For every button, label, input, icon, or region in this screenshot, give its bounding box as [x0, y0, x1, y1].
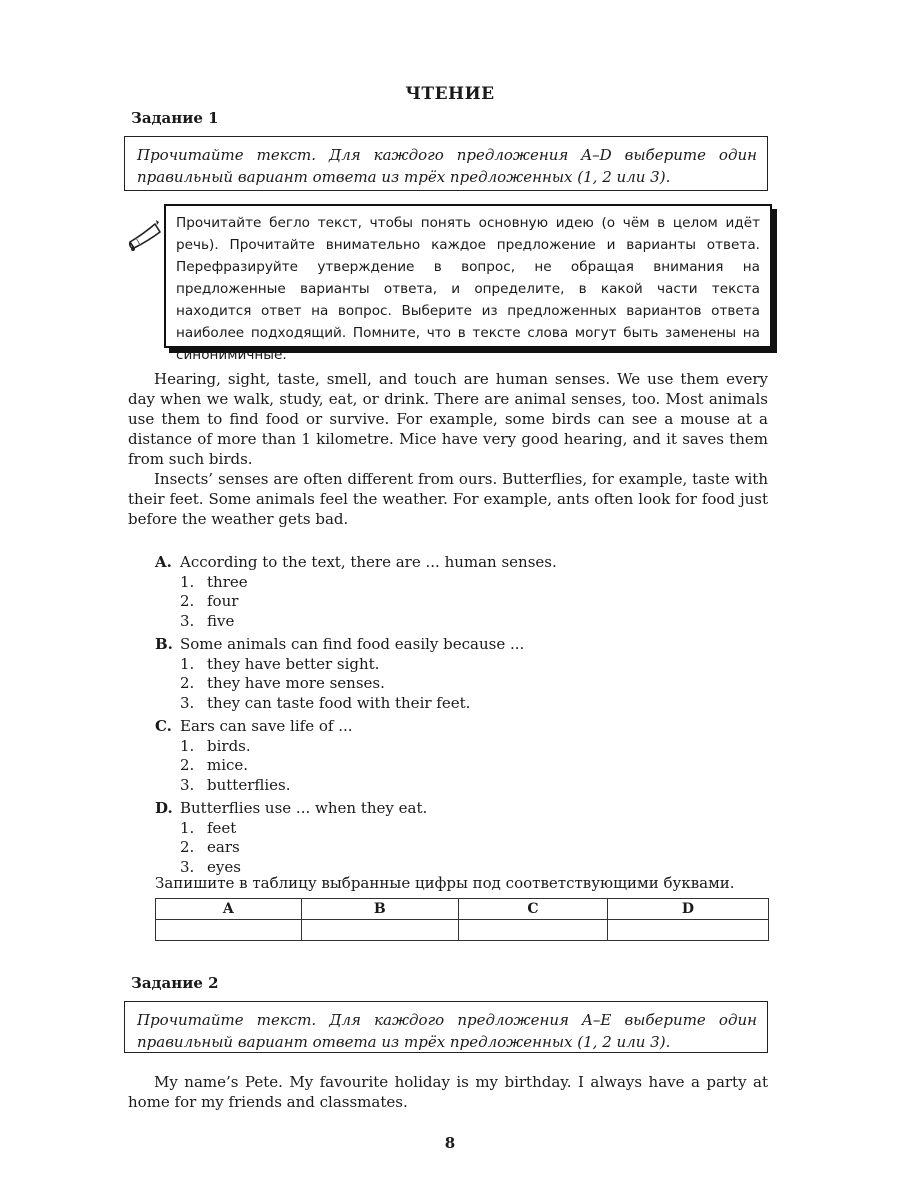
- answer-cell-b[interactable]: [301, 920, 458, 941]
- task2-instruction-box: [124, 1001, 768, 1053]
- question-stem: Butterflies use ... when they eat.: [180, 799, 428, 817]
- answer-table-header: B: [301, 899, 458, 920]
- answer-option: 2. they have more senses.: [180, 674, 385, 692]
- question-letter: A.: [155, 553, 172, 571]
- question-a: [155, 553, 775, 631]
- answer-table-header: A: [156, 899, 302, 920]
- answer-option: 1. they have better sight.: [180, 654, 380, 673]
- task2-reading-text: [128, 1072, 768, 1112]
- bell-icon: [126, 216, 166, 256]
- question-letter: B.: [155, 635, 173, 653]
- task2-label: Задание 2: [131, 974, 219, 992]
- answer-cell-c[interactable]: [458, 920, 607, 941]
- question-stem: According to the text, there are ... human senses.: [180, 553, 557, 571]
- answer-table: [155, 898, 769, 941]
- section-title: ЧТЕНИЕ: [405, 84, 495, 104]
- reading-text: [128, 369, 768, 529]
- question-stem: Ears can save life of ...: [180, 717, 353, 735]
- table-instruction: Запишите в таблицу выбранные цифры под соответствующими буквами.: [155, 874, 735, 892]
- answer-option: 1. three: [180, 572, 248, 591]
- answer-table-header: C: [458, 899, 607, 920]
- reading-paragraph-2: Insects’ senses are often different from ours. Butterflies, for example, taste with their feet. Some animals feel the weather. For example, ants often look for food just before the weather gets bad.: [128, 470, 768, 528]
- task1-instruction-text: Прочитайте текст. Для каждого предложения A–D выберите один правильный вариант ответа из трёх предложенных (1, 2 или 3).: [137, 146, 757, 186]
- question-c: [155, 717, 775, 795]
- answer-cell-a[interactable]: [156, 920, 302, 941]
- question-d: [155, 799, 775, 877]
- answer-option: 1. feet: [180, 818, 237, 837]
- question-letter: D.: [155, 799, 173, 817]
- answer-option: 3. eyes: [180, 857, 241, 876]
- answer-cell-d[interactable]: [607, 920, 768, 941]
- answer-option: 3. five: [180, 611, 235, 630]
- task2-instruction-text: Прочитайте текст. Для каждого предложения A–E выберите один правильный вариант ответа из трёх предложенных (1, 2 или 3).: [137, 1011, 757, 1051]
- tip-block: [126, 204, 780, 363]
- question-b: [155, 635, 775, 713]
- task1-label: Задание 1: [131, 109, 219, 127]
- answer-option: 2. ears: [180, 838, 240, 856]
- answer-table-header: D: [607, 899, 768, 920]
- question-stem: Some animals can find food easily because ...: [180, 635, 525, 653]
- task1-instruction-box: [124, 136, 768, 191]
- answer-option: 3. butterflies.: [180, 775, 291, 794]
- tip-box: [164, 204, 772, 363]
- question-list: [155, 553, 775, 881]
- task2-paragraph: My name’s Pete. My favourite holiday is my birthday. I always have a party at home for my friends and classmates.: [128, 1073, 768, 1111]
- page-number: 8: [444, 1134, 456, 1152]
- reading-paragraph-1: Hearing, sight, taste, smell, and touch are human senses. We use them every day when we walk, study, eat, or drink. There are animal senses, too. Most animals use them to find food or survive. For example, some birds can see a mouse at a distance of more than 1 kilometre. Mice have very good hearing, and it saves them from such birds.: [128, 370, 768, 468]
- answer-option: 1. birds.: [180, 736, 251, 755]
- answer-option: 2. four: [180, 592, 239, 610]
- tip-text: Прочитайте бегло текст, чтобы понять основную идею (о чём в целом идёт речь). Прочитайте внимательно каждое предложение и варианты ответа. Перефразируйте утверждение в вопрос, не обращая внимания на предложенные варианты ответа, и определите, в какой части текста находится ответ на вопрос. Выберите из предложенных вариантов ответа наиболее подходящий. Помните, что в тексте слова могут быть заменены на синонимичные.: [176, 215, 760, 363]
- answer-option: 3. they can taste food with their feet.: [180, 693, 471, 712]
- answer-option: 2. mice.: [180, 756, 249, 774]
- question-letter: C.: [155, 717, 172, 735]
